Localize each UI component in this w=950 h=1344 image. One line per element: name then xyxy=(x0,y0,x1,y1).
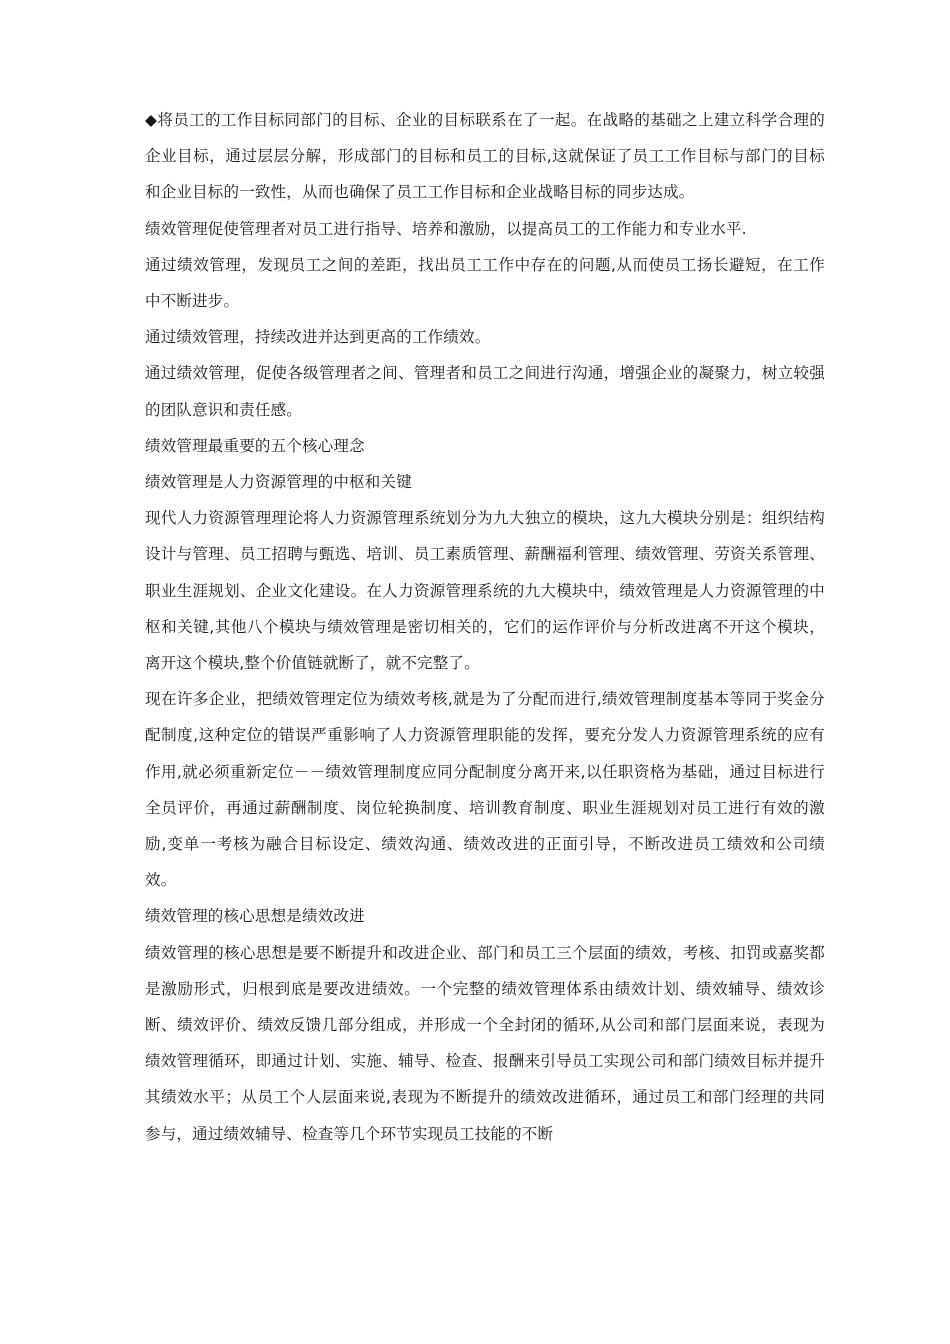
paragraph-improvement-cycle: 绩效管理的核心思想是要不断提升和改进企业、部门和员工三个层面的绩效，考核、扣罚或嘉奖都是激励形式，归根到底是要改进绩效。一个完整的绩效管理体系由绩效计划、绩效辅导、绩效诊断、绩效评价、绩效反馈几部分组成，并形成一个全封闭的循环,从公司和部门层面来说，表现为绩效管理循环，即通过计划、实施、辅导、检查、报酬来引导员工实现公司和部门绩效目标并提升其绩效水平；从员工个人层面来说,表现为不断提升的绩效改进循环，通过员工和部门经理的共同参与，通过绩效辅导、检查等几个环节实现员工技能的不断 xyxy=(145,943,825,1143)
paragraph-manager-guidance: 绩效管理促使管理者对员工进行指导、培养和激励，以提高员工的工作能力和专业水平. xyxy=(145,219,747,238)
section-heading-five-concepts: 绩效管理最重要的五个核心理念 xyxy=(145,436,365,455)
paragraph-goal-linkage: ◆将员工的工作目标同部门的目标、企业的目标联系在了一起。在战略的基础之上建立科学合理的企业目标，通过层层分解，形成部门的目标和员工的目标,这就保证了员工工作目标与部门的目标和企业目标的一致性，从而也确保了员工工作目标和企业战略目标的同步达成。 xyxy=(145,111,825,202)
paragraph-nine-modules: 现代人力资源管理理论将人力资源管理系统划分为九大独立的模块，这九大模块分别是：组织结构设计与管理、员工招聘与甄选、培训、员工素质管理、薪酬福利管理、绩效管理、劳资关系管理、职业生涯规划、企业文化建设。在人力资源管理系统的九大模块中，绩效管理是人力资源管理的中枢和关键,其他八个模块与绩效管理是密切相关的，它们的运作评价与分析改进离不开这个模块，离开这个模块,整个价值链就断了，就不完整了。 xyxy=(145,509,825,673)
paragraph-communication: 通过绩效管理，促使各级管理者之间、管理者和员工之间进行沟通，增强企业的凝聚力，树立较强的团队意识和责任感。 xyxy=(145,364,825,419)
paragraph-repositioning: 现在许多企业，把绩效管理定位为绩效考核,就是为了分配而进行,绩效管理制度基本等同于奖金分配制度,这种定位的错误严重影响了人力资源管理职能的发挥，要充分发人力资源管理系统的应有作用,就必须重新定位－－绩效管理制度应同分配制度分离开来,以任职资格为基础，通过目标进行全员评价，再通过薪酬制度、岗位轮换制度、培训教育制度、职业生涯规划对员工进行有效的激励,变单一考核为融合目标设定、绩效沟通、绩效改进的正面引导，不断改进员工绩效和公司绩效。 xyxy=(145,690,825,890)
paragraph-continuous-improvement: 通过绩效管理，持续改进并达到更高的工作绩效。 xyxy=(145,328,491,347)
section-heading-core-idea: 绩效管理的核心思想是绩效改进 xyxy=(145,907,365,926)
section-heading-hr-hub: 绩效管理是人力资源管理的中枢和关键 xyxy=(145,473,412,492)
paragraph-find-gaps: 通过绩效管理，发现员工之间的差距，找出员工工作中存在的问题,从而使员工扬长避短，在工作中不断进步。 xyxy=(145,255,825,311)
document-body xyxy=(145,102,825,1152)
